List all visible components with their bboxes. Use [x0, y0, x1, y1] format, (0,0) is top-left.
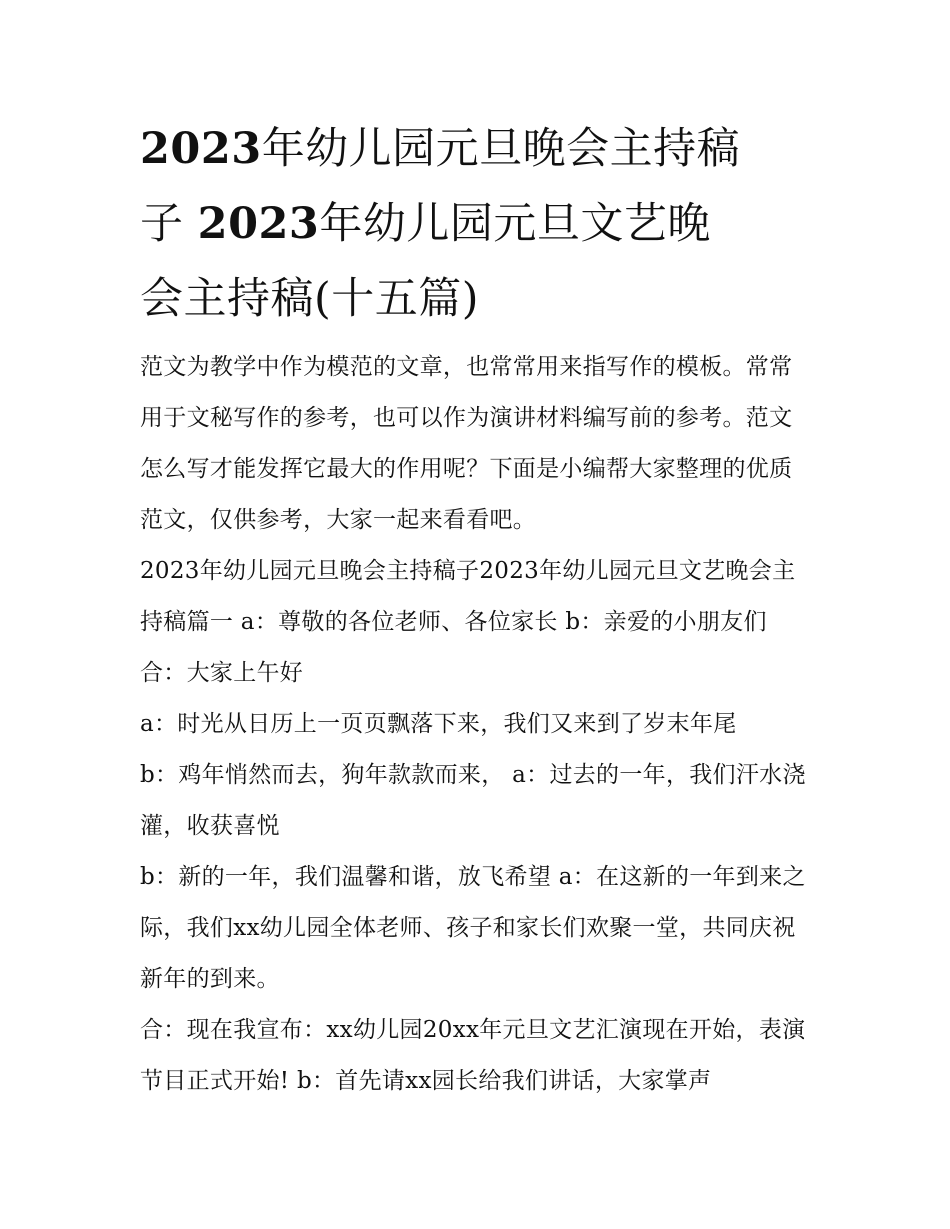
intro-paragraph: 范文为教学中作为模范的文章，也常常用来指写作的模板。常常用于文秘写作的参考，也可以作为演讲材料编写前的参考。范文怎么写才能发挥它最大的作用呢？下面是小编帮大家整理的优质范文，仅供参考，大家一起来看看吧。 [140, 354, 793, 533]
body-paragraph-new-year: b：新的一年，我们温馨和谐，放飞希望 a：在这新的一年到来之际，我们xx幼儿园全体老师、孩子和家长们欢聚一堂，共同庆祝新年的到来。 [140, 864, 806, 992]
body-paragraph-announce: 合：现在我宣布：xx幼儿园20xx年元旦文艺汇演现在开始，表演节目正式开始! b：首先请xx园长给我们讲话，大家掌声 [140, 1017, 806, 1094]
body-paragraph-opening: 2023年幼儿园元旦晚会主持稿子2023年幼儿园元旦文艺晚会主持稿篇一 a：尊敬的各位老师、各位家长 b：亲爱的小朋友们 合：大家上午好 [140, 558, 796, 686]
body-paragraph-time: a：时光从日历上一页页飘落下来，我们又来到了岁末年尾 [140, 711, 737, 737]
document-title: 2023年幼儿园元旦晚会主持稿 子 2023年幼儿园元旦文艺晚 会主持稿(十五篇) [140, 124, 741, 324]
body-paragraph-year: b：鸡年悄然而去，狗年款款而来， a：过去的一年，我们汗水浇灌，收获喜悦 [140, 762, 806, 839]
document-page [140, 112, 812, 1107]
